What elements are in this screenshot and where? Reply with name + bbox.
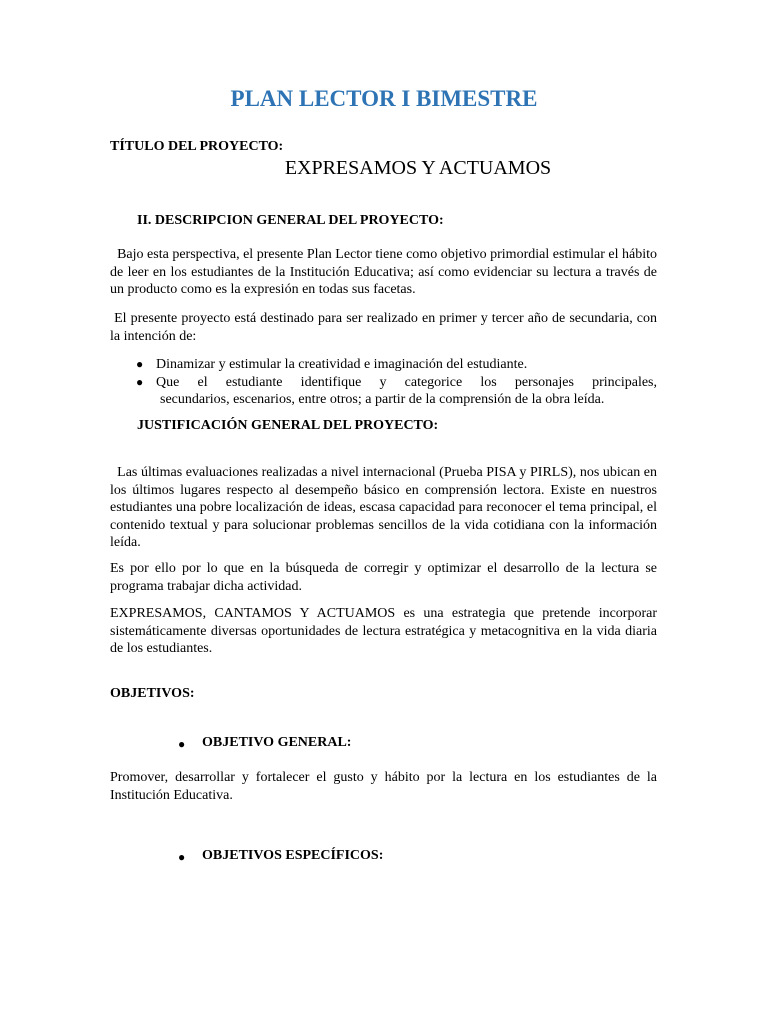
bullet-text-2b: secundarios, escenarios, entre otros; a partir de la comprensión de la obra leída. (160, 392, 605, 407)
list-item (110, 356, 657, 374)
specific-objectives-heading: OBJETIVOS ESPECÍFICOS: (202, 848, 384, 863)
bullet-icon: ● (136, 374, 144, 389)
list-item (110, 391, 657, 409)
section-heading-justification: JUSTIFICACIÓN GENERAL DEL PROYECTO: (137, 418, 439, 433)
bullet-icon: ● (178, 737, 186, 751)
description-paragraph-1: Bajo esta perspectiva, el presente Plan Lector tiene como objetivo primordial estimular el hábito de leer en los estudiantes de la Institución Educativa; así como evidenciar su lectura a través de un producto como es la expresión en todas sus facetas. (110, 247, 661, 297)
description-paragraph-2: El presente proyecto está destinado para ser realizado en primer y tercer año de secundaria, con la intención de: (110, 311, 661, 344)
description-bullet-list (110, 356, 657, 409)
list-item (110, 374, 657, 392)
section-heading-description: II. DESCRIPCION GENERAL DEL PROYECTO: (137, 213, 444, 228)
bullet-text-1: Dinamizar y estimular la creatividad e imaginación del estudiante. (156, 357, 528, 372)
justification-paragraph-1: Las últimas evaluaciones realizadas a nivel internacional (Prueba PISA y PIRLS), nos ubican en los últimos lugares respecto al desempeño básico en comprensión lectora. Existe en nuestros estudiantes una pobre localización de ideas, escasa capacidad para reconocer el tema principal, el contenido textual y para solucionar problemas sencillos de la vida cotidiana con la información leída. (110, 465, 661, 550)
justification-paragraph-3: EXPRESAMOS, CANTAMOS Y ACTUAMOS es una estrategia que pretende incorporar sistemáticamente diversas oportunidades de lectura estratégica y metacognitiva en la vida diaria de los estudiantes. (110, 606, 657, 656)
bullet-text-2a: Que el estudiante identifique y categorice los personajes principales, (156, 374, 657, 390)
general-objective-text: Promover, desarrollar y fortalecer el gusto y hábito por la lectura en los estudiantes de la Institución Educativa. (110, 770, 657, 803)
project-name: EXPRESAMOS Y ACTUAMOS (284, 157, 552, 179)
justification-paragraph-2: Es por ello por lo que en la búsqueda de corregir y optimizar el desarrollo de la lectura se programa trabajar dicha actividad. (110, 561, 657, 594)
project-label: TÍTULO DEL PROYECTO: (110, 139, 284, 154)
bullet-icon: ● (178, 850, 186, 864)
bullet-icon: ● (136, 357, 144, 371)
objectives-heading: OBJETIVOS: (110, 686, 195, 701)
document-title: PLAN LECTOR I BIMESTRE (230, 86, 538, 111)
general-objective-heading: OBJETIVO GENERAL: (202, 735, 352, 750)
